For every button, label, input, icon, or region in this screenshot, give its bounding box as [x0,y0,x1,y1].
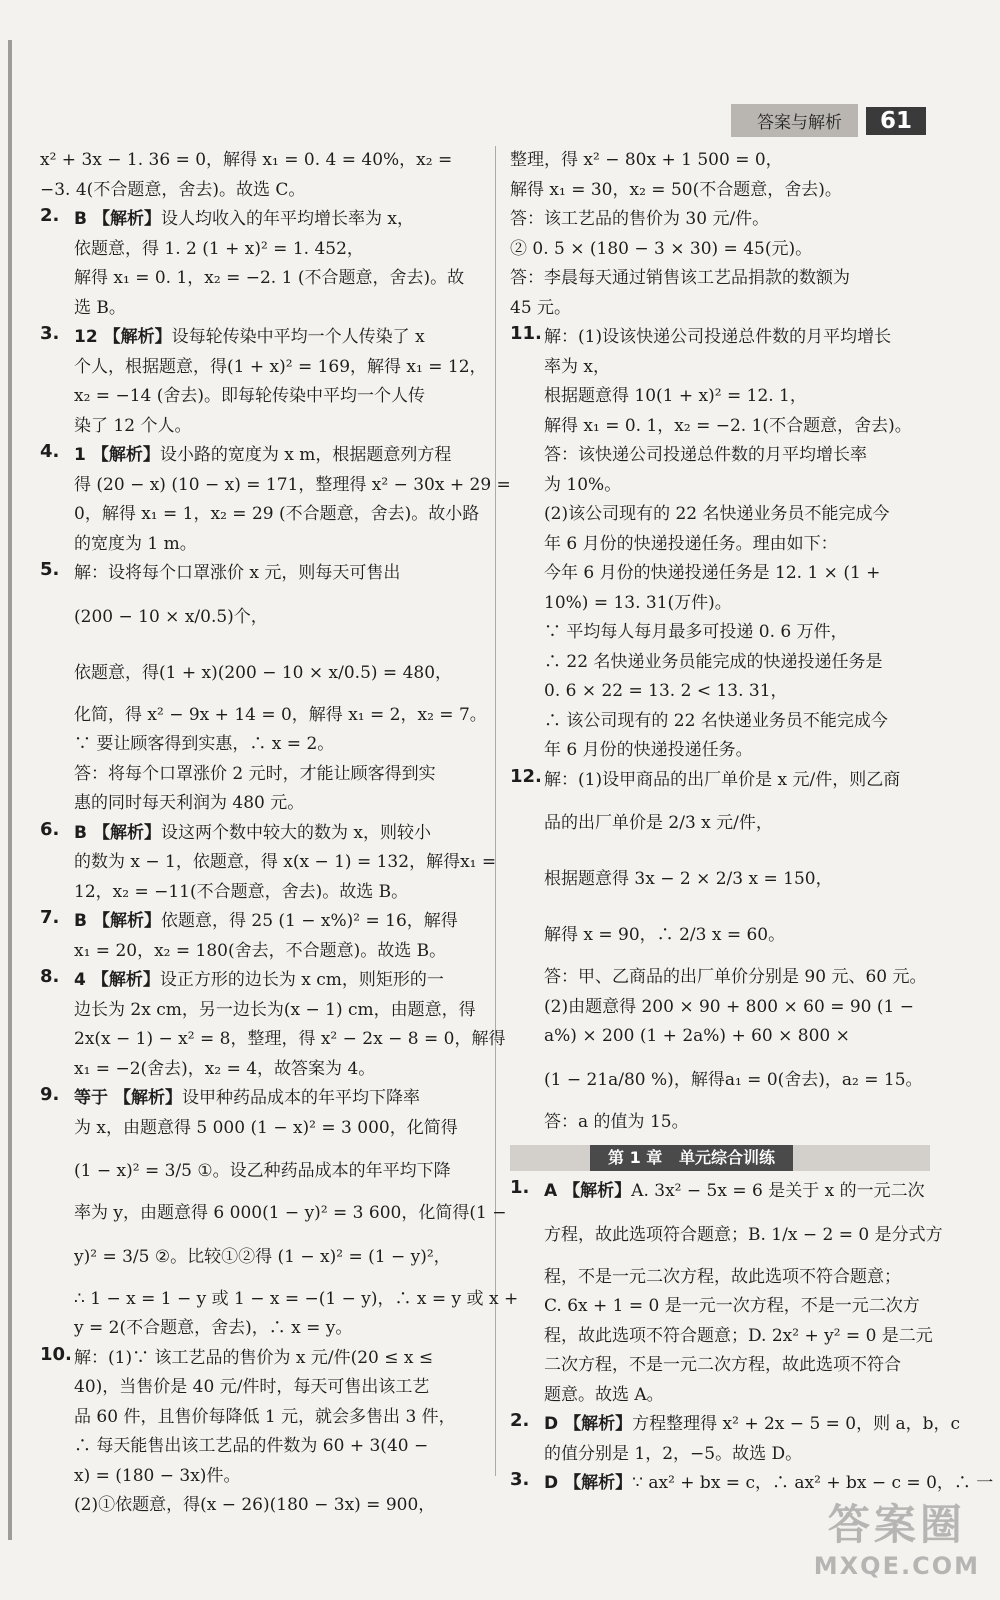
analysis-tag: 【解析】 [114,1088,182,1108]
text-line [74,1403,480,1433]
analysis-tag: 【解析】 [92,822,161,843]
line-text: 程，故此选项不符合题意；D. 2x² + y² = 0 是二元 [544,1325,933,1346]
text-line [544,1263,930,1293]
text-line [544,382,930,412]
line-text: 品 60 件，且售价每降低 1 元，就会多售出 3 件， [74,1406,456,1427]
text-line [74,235,480,265]
line-text: 依题意，得(1 + x)(200 − 10 × x/0.5) = 480， [74,662,453,683]
line-text: (2)该公司现有的 22 名快递业务员不能完成今 [544,504,890,524]
line-text: 选 B。 [74,297,126,318]
line-text: 解得 x₁ = 0. 1，x₂ = −2. 1 (不合题意，舍去)。故 [74,268,465,288]
text-line [74,1055,480,1085]
text-line [74,559,480,589]
text-line [74,966,480,996]
line-text: 设人均收入的年平均增长率为 x， [160,209,414,229]
line-text: 40)，当售价是 40 元/件时，每天可售出该工艺 [74,1377,430,1397]
text-line [544,471,930,501]
text-line [74,848,497,878]
column-divider [495,146,496,1476]
text-line [74,205,480,235]
question-number: 5. [40,559,60,580]
line-text: −3. 4(不合题意，舍去)。故选 C。 [40,179,306,200]
question-number: 11. [510,323,542,344]
text-line [74,1462,480,1492]
section-label [590,1145,793,1171]
line-text: 答：该工艺品的售价为 30 元/件。 [510,209,770,229]
line-text: 解：设将每个口罩涨价 x 元，则每天可售出 [74,563,401,583]
line-text: 品的出厂单价是 2/3 x 元/件， [544,813,773,833]
text-line [74,530,480,560]
line-text: 染了 12 个人。 [74,415,192,436]
question-item [510,766,930,1138]
line-text: 根据题意得 3x − 2 × 2/3 x = 150， [544,869,833,889]
text-line [74,907,480,937]
line-text: 边长为 2x cm，另一边长为(x − 1) cm，由题意，得 [74,999,476,1020]
question-item [40,146,480,205]
line-text: 年 6 月份的快递投递任务。理由如下： [544,533,838,554]
line-text: 解：(1)∵ 该工艺品的售价为 x 元/件(20 ≤ x ≤ [74,1347,434,1368]
text-line [544,1207,943,1263]
right-column [510,146,994,1499]
line-text: 的值分别是 1，2，−5。故选 D。 [544,1443,803,1464]
line-text: 设每轮传染中平均一个人传染了 x [171,327,425,347]
answer-value: D [544,1414,559,1434]
line-text: ∵ 要让顾客得到实惠，∴ x = 2。 [74,734,335,754]
line-text: ∵ 平均每人每月最多可投递 0. 6 万件， [544,622,848,642]
text-line [74,500,480,530]
text-line [40,176,480,206]
question-number: 10. [40,1343,72,1365]
question-item [40,323,487,441]
line-text: (1 − 21a/80 %)，解得a₁ = 0(舍去)，a₂ = 15。 [544,1069,923,1090]
question-number: 8. [40,966,60,987]
text-line [74,1491,480,1521]
text-line [74,1199,507,1229]
answer-value: 等于 [74,1088,108,1108]
line-text: 设甲种药品成本的年平均下降率 [182,1088,420,1108]
text-line [74,441,480,471]
text-line [544,648,930,678]
line-text: 个人，根据题意，得(1 + x)² = 169，解得 x₁ = 12， [74,356,487,377]
line-text: y = 2(不合题意，舍去)，∴ x = y。 [74,1318,353,1338]
answer-value: B [74,911,87,931]
line-text: x₂ = −14 (舍去)。即每轮传染中平均一个人传 [74,386,425,406]
line-text: a%) × 200 (1 + 2a%) + 60 × 800 × [544,1026,850,1046]
text-line [544,1108,930,1138]
text-line [510,176,930,206]
text-line [74,589,480,645]
section-name: 单元综合训练 [679,1148,776,1167]
text-line [74,701,487,731]
line-text: 12，x₂ = −11(不合题意，舍去)。故选 B。 [74,881,409,902]
line-text: (200 − 10 × x/0.5)个， [74,606,268,627]
line-text: x) = (180 − 3x)件。 [74,1465,241,1486]
text-line [544,907,930,963]
question-item [40,907,480,966]
line-text: 化简，得 x² − 9x + 14 = 0，解得 x₁ = 2，x₂ = 7。 [74,704,487,725]
question-number: 9. [40,1084,60,1105]
text-line [74,1344,480,1374]
question-number: 3. [40,323,60,344]
line-text: x₁ = −2(舍去)，x₂ = 4，故答案为 4。 [74,1058,376,1079]
question-item [510,323,930,766]
text-line [544,559,930,589]
line-text: 设小路的宽度为 x m，根据题意列方程 [159,445,452,465]
line-text: ∴ 该公司现有的 22 名快递业务员不能完成今 [544,710,888,731]
text-line [544,618,930,648]
answer-value: B [74,209,87,229]
line-text: 根据题意得 10(1 + x)² = 12. 1， [544,386,807,406]
line-text: x₁ = 20，x₂ = 180(舍去，不合题意)。故选 B。 [74,940,447,961]
line-text: 得 (20 − x) (10 − x) = 171，整理得 x² − 30x + 29 = [74,474,511,495]
text-line [74,1143,480,1199]
text-line [74,760,480,790]
answer-value: B [74,822,87,843]
question-item [40,441,511,559]
text-line [510,146,930,176]
line-text: 设这两个数中较大的数为 x，则较小 [160,822,431,843]
watermark-url: MXQE.COM [813,1552,980,1580]
answer-value: A [544,1181,558,1201]
text-line [544,795,930,851]
text-line [74,294,480,324]
text-line [544,1440,930,1470]
text-line [510,294,930,324]
text-line [74,1314,480,1344]
text-line [74,353,487,383]
line-text: 为 x，由题意得 5 000 (1 − x)² = 3 000，化简得 [74,1117,458,1138]
line-text: 答：李晨每天通过销售该工艺品捐款的数额为 [510,268,850,288]
text-line [74,1373,480,1403]
question-number: 2. [40,205,60,226]
text-line [74,264,480,294]
watermark [814,1492,980,1580]
line-text: 方程，故此选项符合题意；B. 1/x − 2 = 0 是分式方 [544,1224,943,1245]
line-text: 设正方形的边长为 x cm，则矩形的一 [159,970,444,990]
text-line [544,851,930,907]
answer-value: 12 [74,327,98,347]
line-text: 10%) = 13. 31(万件)。 [544,592,732,613]
line-text: 解得 x = 90，∴ 2/3 x = 60。 [544,925,786,945]
text-line [74,471,511,501]
line-text: 0，解得 x₁ = 1，x₂ = 29 (不合题意，舍去)。故小路 [74,504,480,524]
question-number: 4. [40,441,60,462]
watermark-main: 答案圈 [827,1500,966,1549]
line-text: (2)①依题意，得(x − 26)(180 − 3x) = 900， [74,1495,436,1515]
answer-value: 4 [74,970,86,990]
question-item [40,205,480,323]
text-line [74,1432,480,1462]
question-number: 2. [510,1410,530,1431]
line-text: 解得 x₁ = 30，x₂ = 50(不合题意，舍去)。 [510,179,842,200]
text-line [74,1084,480,1114]
text-line [510,235,930,265]
line-text: 的宽度为 1 m。 [74,533,197,554]
line-text: 惠的同时每天利润为 480 元。 [74,793,305,813]
line-text: ② 0. 5 × (180 − 3 × 30) = 45(元)。 [510,238,813,259]
line-text: 二次方程，不是一元二次方程，故此选项不符合 [544,1355,901,1375]
text-line [544,1410,961,1440]
question-item [40,966,506,1084]
text-line [544,589,930,619]
text-line [74,937,480,967]
text-line [40,146,480,176]
text-line [544,412,930,442]
question-number: 6. [40,818,60,840]
text-line [74,789,480,819]
text-line [544,707,930,737]
line-text: 率为 x， [544,356,610,377]
binding-edge [8,40,12,1540]
text-line [544,1381,930,1411]
text-line [74,996,480,1026]
text-line [74,878,480,908]
question-item [40,818,497,908]
line-text: 2x(x − 1) − x² = 8，整理，得 x² − 2x − 8 = 0，解得 [74,1029,506,1049]
line-text: (1 − x)² = 3/5 ①。设乙种药品成本的年平均下降 [74,1161,451,1181]
text-line [544,353,930,383]
analysis-tag: 【解析】 [563,1181,632,1201]
page-header [731,104,926,137]
line-text: 方程整理得 x² + 2x − 5 = 0，则 a，b，c [632,1414,961,1434]
question-item [40,559,487,819]
line-text: 解：(1)设该快递公司投递总件数的月平均增长 [544,327,892,347]
line-text: 的数为 x − 1，依题意，得 x(x − 1) = 132，解得x₁ = [74,852,497,872]
line-text: y)² = 3/5 ②。比较①②得 (1 − x)² = (1 − y)²， [74,1246,451,1267]
text-line [510,205,930,235]
text-line [544,736,930,766]
text-line [544,530,930,560]
answer-value: 1 [74,445,86,465]
line-text: 解得 x₁ = 0. 1，x₂ = −2. 1(不合题意，舍去)。 [544,415,912,436]
text-line [544,1022,930,1052]
page-number: 61 [866,107,926,135]
analysis-tag: 【解析】 [92,911,161,931]
line-text: 答：该快递公司投递总件数的月平均增长率 [544,445,867,465]
analysis-tag: 【解析】 [564,1473,633,1493]
question-item [510,1410,961,1469]
left-column [40,146,519,1521]
line-text: 45 元。 [510,297,572,318]
text-line [544,677,930,707]
section-header [510,1145,930,1171]
line-text: x² + 3x − 1. 36 = 0，解得 x₁ = 0. 4 = 40%，x₂ = [40,150,453,170]
line-text: ∵ ax² + bx = c，∴ ax² + bx − c = 0，∴ 一 [632,1473,994,1493]
answer-value: D [544,1473,559,1493]
text-line [74,1025,506,1055]
line-text: ∴ 22 名快递业务员能完成的快递投递任务是 [544,651,883,672]
question-number: 7. [40,907,60,928]
analysis-tag: 【解析】 [564,1414,633,1434]
question-number: 12. [510,765,542,787]
analysis-tag: 【解析】 [91,445,160,465]
line-text: 答：将每个口罩涨价 2 元时，才能让顾客得到实 [74,763,436,784]
question-item [40,1084,519,1344]
text-line [74,382,480,412]
text-line [544,1351,930,1381]
text-line [544,766,930,796]
text-line [544,1322,933,1352]
line-text: 依题意，得 1. 2 (1 + x)² = 1. 452， [74,238,364,259]
question-number: 1. [510,1177,530,1198]
question-number: 3. [510,1469,530,1490]
text-line [544,500,930,530]
text-line [74,1114,480,1144]
line-text: 为 10%。 [544,474,622,495]
line-text: 答：a 的值为 15。 [544,1111,689,1132]
text-line [74,1229,480,1285]
header-title: 答案与解析 [731,104,858,137]
line-text: 答：甲、乙商品的出厂单价分别是 90 元、60 元。 [544,967,927,987]
line-text: 解：(1)设甲商品的出厂单价是 x 元/件，则乙商 [544,769,901,790]
line-text: ∴ 1 − x = 1 − y 或 1 − x = −(1 − y)，∴ x = y 或 x + [74,1288,519,1309]
line-text: ∴ 每天能售出该工艺品的件数为 60 + 3(40 − [74,1436,429,1456]
text-line [544,1177,930,1207]
text-line [510,264,930,294]
line-text: 年 6 月份的快递投递任务。 [544,740,753,760]
line-text: A. 3x² − 5x = 6 是关于 x 的一元二次 [631,1181,925,1201]
question-item [40,1344,480,1521]
analysis-tag: 【解析】 [91,970,160,990]
text-line [74,730,480,760]
line-text: 程，不是一元二次方程，故此选项不符合题意； [544,1266,901,1287]
text-line [544,1052,930,1108]
line-text: 依题意，得 25 (1 − x%)² = 16，解得 [160,911,458,931]
text-line [74,1285,519,1315]
text-line [544,323,930,353]
text-line [544,441,930,471]
line-text: 题意。故选 A。 [544,1384,664,1405]
analysis-tag: 【解析】 [103,327,172,347]
text-line [74,819,480,849]
text-line [544,1292,930,1322]
text-line [544,993,930,1023]
analysis-tag: 【解析】 [92,209,161,229]
line-text: (2)由题意得 200 × 90 + 800 × 60 = 90 (1 − [544,996,914,1017]
line-text: 0. 6 × 22 = 13. 2 < 13. 31， [544,681,788,701]
line-text: C. 6x + 1 = 0 是一元一次方程，不是一元二次方 [544,1296,920,1316]
text-line [74,323,480,353]
text-line [74,645,480,701]
question-item [510,146,930,323]
question-item [510,1177,943,1410]
line-text: 率为 y，由题意得 6 000(1 − y)² = 3 600，化简得(1 − [74,1203,507,1223]
section-chapter: 第 1 章 [608,1148,663,1167]
text-line [544,963,930,993]
line-text: 整理，得 x² − 80x + 1 500 = 0， [510,150,783,170]
line-text: 今年 6 月份的快递投递任务是 12. 1 × (1 + [544,563,881,583]
text-line [74,412,480,442]
